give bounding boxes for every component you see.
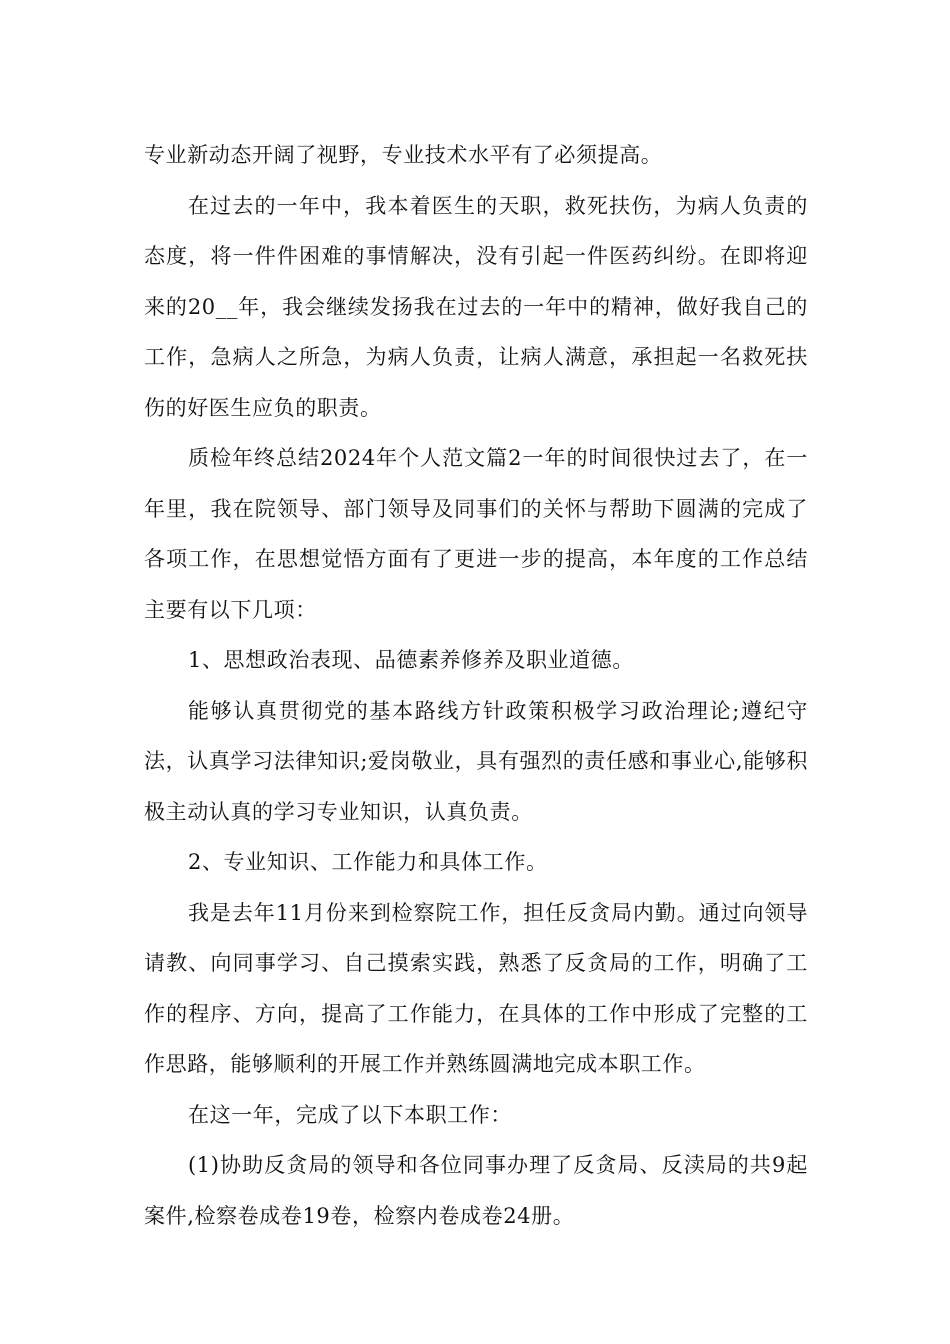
- paragraph: 在过去的一年中，我本着医生的天职，救死扶伤，为病人负责的态度，将一件件困难的事情解决，没有引起一件医药纠纷。在即将迎来的20__年，我会继续发扬我在过去的一年中的精神，做好我自己的工作，急病人之所急，为病人负责，让病人满意，承担起一名救死扶伤的好医生应负的职责。: [144, 193, 808, 420]
- paragraph: 能够认真贯彻党的基本路线方针政策积极学习政治理论;遵纪守法，认真学习法律知识;爱岗敬业，具有强烈的责任感和事业心,能够积极主动认真的学习专业知识，认真负责。: [144, 698, 808, 824]
- paragraph: 我是去年11月份来到检察院工作，担任反贪局内勤。通过向领导请教、向同事学习、自己摸索实践，熟悉了反贪局的工作，明确了工作的程序、方向，提高了工作能力，在具体的工作中形成了完整的工作思路，能够顺利的开展工作并熟练圆满地完成本职工作。: [144, 900, 808, 1076]
- list-item: (1)协助反贪局的领导和各位同事办理了反贪局、反渎局的共9起案件,检察卷成卷19卷，检察内卷成卷24册。: [144, 1153, 808, 1228]
- paragraph-continuation: 专业新动态开阔了视野，专业技术水平有了必须提高。: [144, 143, 663, 167]
- paragraph: 质检年终总结2024年个人范文篇2一年的时间很快过去了，在一年里，我在院领导、部门领导及同事们的关怀与帮助下圆满的完成了各项工作，在思想觉悟方面有了更进一步的提高，本年度的工作总结主要有以下几项：: [144, 446, 808, 622]
- section-heading: 2、专业知识、工作能力和具体工作。: [188, 850, 548, 874]
- section-heading: 1、思想政治表现、品德素养修养及职业道德。: [188, 648, 634, 672]
- document-body: [144, 130, 808, 1241]
- paragraph: 在这一年，完成了以下本职工作：: [188, 1102, 512, 1127]
